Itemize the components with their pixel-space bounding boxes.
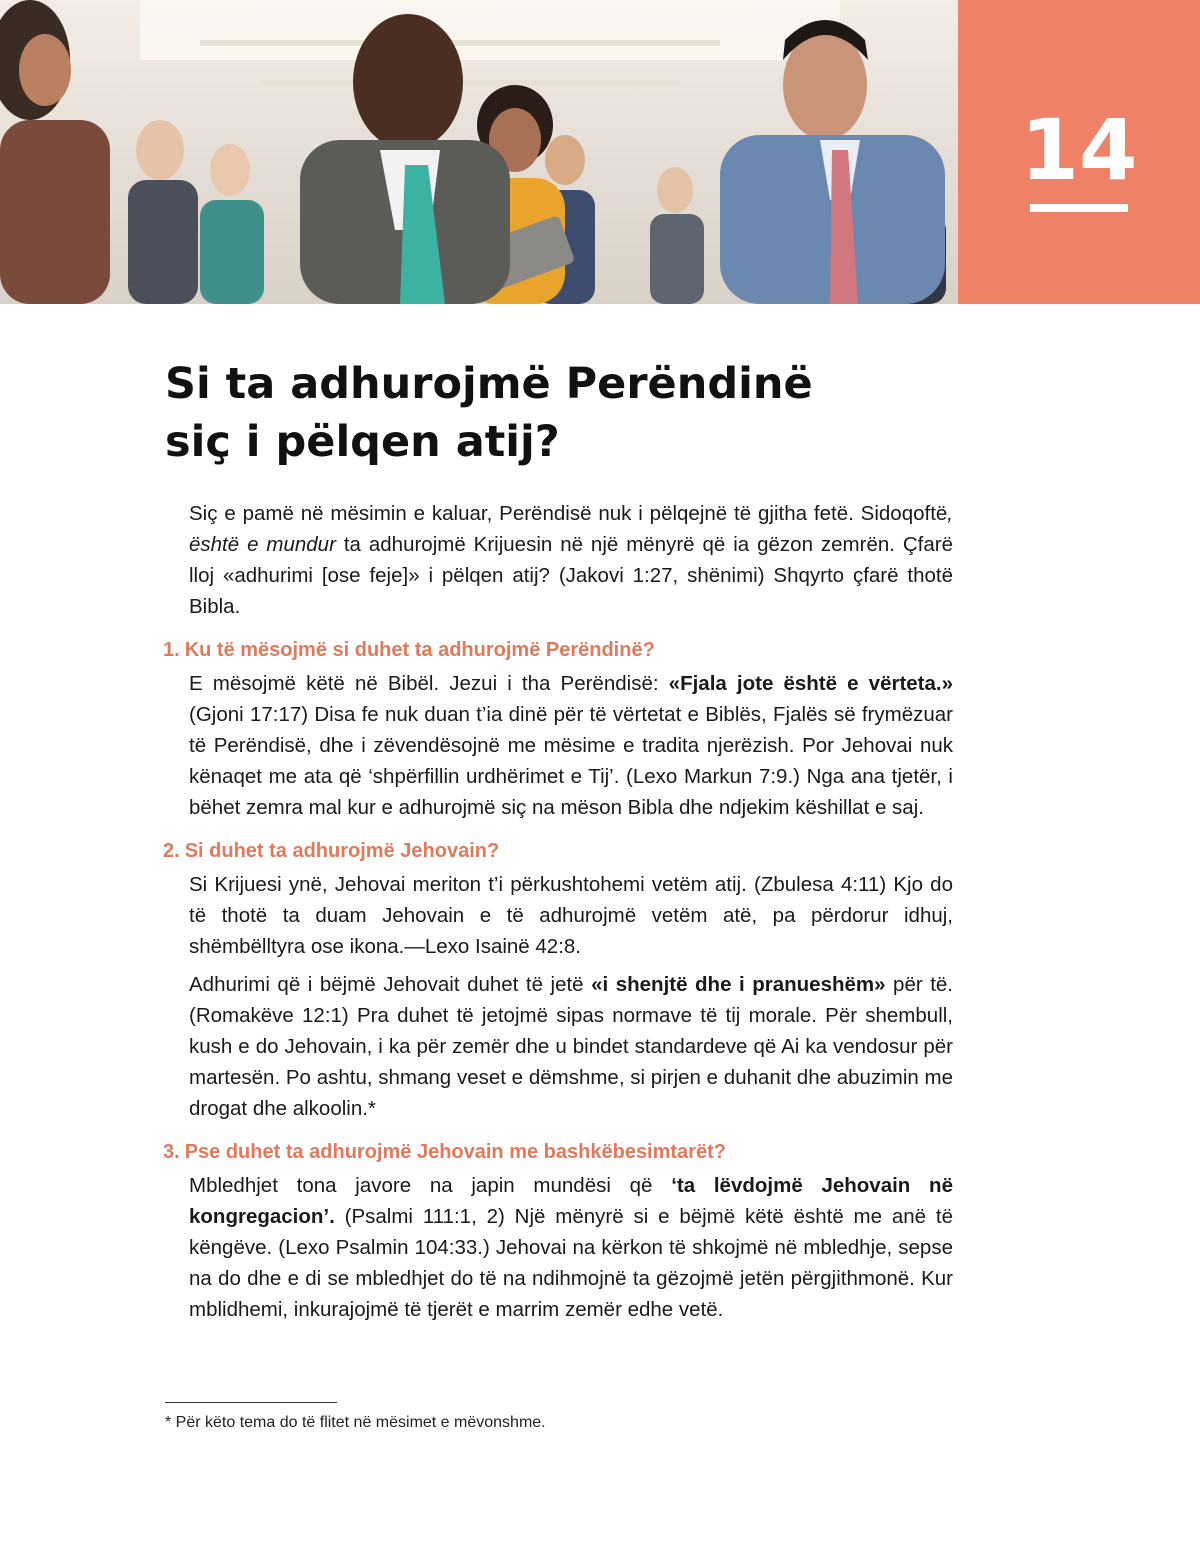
section-2-paragraph-2: Adhurimi që i bëjmë Jehovait duhet të jetë «i shenjtë dhe i pranueshëm» për të. (Romakëve 12:1) Pra duhet të jetojmë sipas normave të tij morale. Për shembull, kush e do Jehovain, i ka për zemër dhe u bindet standardeve që Ai ka vendosur për martesën. Po ashtu, shmang veset e dëmshme, si pirjen e duhanit dhe abuzimin me drogat dhe alkoolin.* bbox=[189, 973, 954, 1120]
lesson-number-underline bbox=[1030, 204, 1128, 212]
title-line-1: Si ta adhurojmë Perëndinë bbox=[165, 359, 813, 409]
quoted-scripture: «Fjala jote është e vërteta.» bbox=[668, 672, 953, 695]
congregation-photo-illustration bbox=[0, 0, 958, 304]
lesson-content bbox=[163, 498, 953, 1332]
question-3-heading: 3. Pse duhet ta adhurojmë Jehovain me bashkëbesimtarët? bbox=[163, 1141, 726, 1163]
lesson-number-box bbox=[958, 0, 1200, 304]
hero-photo bbox=[0, 0, 958, 304]
intro-emphasis: , është e mundur bbox=[189, 502, 953, 556]
section-2-paragraph-1: Si Krijuesi ynë, Jehovai meriton t’i përkushtohemi vetëm atij. (Zbulesa 4:11) Kjo do të thotë ta duam Jehovain e të adhurojmë vetëm atë, pa përdorur idhuj, shëmbëlltyra ose ikona.—Lexo Isainë 42:8. bbox=[189, 873, 953, 958]
footnote-divider bbox=[165, 1402, 337, 1403]
section-1-paragraph: E mësojmë këtë në Bibël. Jezui i tha Perëndisë: «Fjala jote është e vërteta.» (Gjoni 17:17) Disa fe nuk duan t’ia dinë për të vërtetat e Biblës, Fjalës së frymëzuar të Perëndisë, dhe i zëvendësojnë me mësime e tradita njerëzish. Por Jehovai nuk kënaqet me ata që ‘shpërfillin urdhërimet e Tij’. (Lexo Markun 7:9.) Nga ana tjetër, i bëhet zemra mal kur e adhurojmë siç na mëson Bibla dhe ndjekim këshillat e saj. bbox=[189, 672, 953, 819]
section-3-paragraph: Mbledhjet tona javore na japin mundësi që ‘ta lëvdojmë Jehovain në kongregacion’. (Psalmi 111:1, 2) Një mënyrë si e bëjmë këtë është me anë të këngëve. (Lexo Psalmin 104:33.) Jehovai na kërkon të shkojmë në mbledhje, sepse na do dhe e di se mbledhjet do të na ndihmojnë ta gëzojmë jetën përgjithmonë. Kur mblidhemi, inkurajojmë të tjerët e marrim zemër edhe vetë. bbox=[189, 1174, 953, 1321]
quoted-scripture: «i shenjtë dhe i pranueshëm» bbox=[591, 973, 886, 996]
lesson-number: 14 bbox=[1020, 101, 1138, 199]
quoted-scripture: ‘ta lëvdojmë Jehovain në kongregacion’. bbox=[189, 1174, 953, 1228]
footnote: * Për këto tema do të flitet në mësimet e mëvonshme. bbox=[165, 1414, 546, 1431]
title-line-2: siç i pëlqen atij? bbox=[165, 417, 560, 467]
page-title bbox=[165, 355, 945, 471]
question-2-heading: 2. Si duhet ta adhurojmë Jehovain? bbox=[163, 840, 500, 862]
question-1-heading: 1. Ku të mësojmë si duhet ta adhurojmë Perëndinë? bbox=[163, 639, 655, 661]
intro-paragraph: Siç e pamë në mësimin e kaluar, Perëndisë nuk i pëlqejnë të gjitha fetë. Sidoqoftë, është e mundur ta adhurojmë Krijuesin në një mënyrë që ia gëzon zemrën. Çfarë lloj «adhurimi [ose feje]» i pëlqen atij? (Jakovi 1:27, shënimi) Shqyrto çfarë thotë Bibla. bbox=[189, 502, 953, 618]
